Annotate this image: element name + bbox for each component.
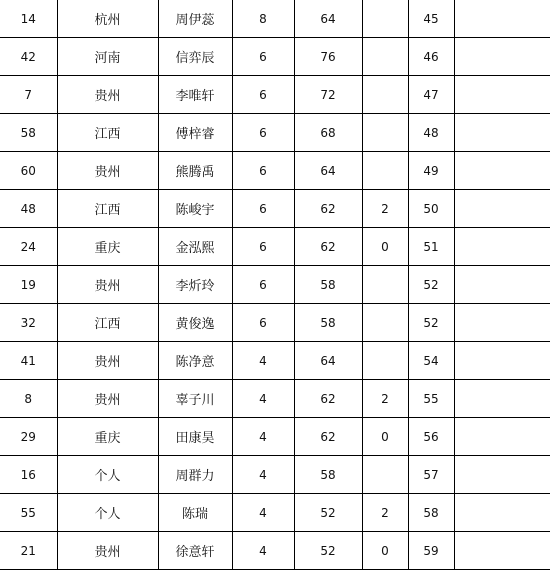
- cell-score-b: 76: [294, 38, 362, 76]
- cell-score-a: 4: [232, 380, 294, 418]
- cell-extra: [362, 304, 408, 342]
- cell-score-b: 64: [294, 342, 362, 380]
- cell-rank: 49: [408, 152, 454, 190]
- table-row: [0, 456, 550, 494]
- cell-tail: [454, 380, 550, 418]
- cell-tail: [454, 494, 550, 532]
- table-row: [0, 76, 550, 114]
- cell-score-a: 6: [232, 76, 294, 114]
- cell-score-a: 4: [232, 418, 294, 456]
- cell-rank: 47: [408, 76, 454, 114]
- cell-rank: 50: [408, 190, 454, 228]
- cell-province: 江西: [57, 114, 158, 152]
- cell-province: 贵州: [57, 266, 158, 304]
- cell-province: 江西: [57, 304, 158, 342]
- cell-province: 河南: [57, 38, 158, 76]
- cell-extra: [362, 76, 408, 114]
- cell-name: 周伊蕊: [158, 0, 232, 38]
- cell-rank: 52: [408, 304, 454, 342]
- cell-extra: [362, 0, 408, 38]
- cell-rank: 55: [408, 380, 454, 418]
- cell-score-a: 6: [232, 190, 294, 228]
- cell-extra: [362, 456, 408, 494]
- cell-name: 陈峻宇: [158, 190, 232, 228]
- cell-id: 16: [0, 456, 57, 494]
- cell-tail: [454, 266, 550, 304]
- cell-id: 48: [0, 190, 57, 228]
- cell-extra: [362, 152, 408, 190]
- cell-score-a: 4: [232, 532, 294, 570]
- cell-province: 重庆: [57, 418, 158, 456]
- cell-province: 江西: [57, 190, 158, 228]
- cell-extra: [362, 114, 408, 152]
- cell-score-b: 58: [294, 304, 362, 342]
- cell-province: 贵州: [57, 342, 158, 380]
- cell-id: 19: [0, 266, 57, 304]
- cell-name: 周群力: [158, 456, 232, 494]
- cell-id: 21: [0, 532, 57, 570]
- table-row: [0, 380, 550, 418]
- cell-extra: [362, 266, 408, 304]
- cell-score-b: 52: [294, 532, 362, 570]
- cell-score-b: 58: [294, 266, 362, 304]
- cell-score-b: 62: [294, 418, 362, 456]
- table-row: [0, 342, 550, 380]
- table-row: [0, 304, 550, 342]
- cell-name: 信弈辰: [158, 38, 232, 76]
- cell-extra: 0: [362, 228, 408, 266]
- cell-rank: 58: [408, 494, 454, 532]
- cell-rank: 46: [408, 38, 454, 76]
- cell-id: 24: [0, 228, 57, 266]
- cell-extra: 0: [362, 532, 408, 570]
- cell-extra: 0: [362, 418, 408, 456]
- cell-tail: [454, 228, 550, 266]
- cell-name: 李炘玲: [158, 266, 232, 304]
- cell-name: 黄俊逸: [158, 304, 232, 342]
- cell-rank: 57: [408, 456, 454, 494]
- cell-province: 个人: [57, 456, 158, 494]
- cell-score-b: 64: [294, 152, 362, 190]
- cell-name: 金泓熙: [158, 228, 232, 266]
- cell-name: 傅梓睿: [158, 114, 232, 152]
- cell-tail: [454, 0, 550, 38]
- table-row: [0, 494, 550, 532]
- cell-score-b: 64: [294, 0, 362, 38]
- table-row: [0, 266, 550, 304]
- cell-rank: 54: [408, 342, 454, 380]
- cell-score-b: 72: [294, 76, 362, 114]
- cell-score-a: 6: [232, 228, 294, 266]
- cell-score-b: 62: [294, 190, 362, 228]
- cell-name: 田康昊: [158, 418, 232, 456]
- cell-score-a: 4: [232, 342, 294, 380]
- cell-score-a: 6: [232, 304, 294, 342]
- cell-name: 熊腾禹: [158, 152, 232, 190]
- cell-score-a: 6: [232, 38, 294, 76]
- cell-rank: 59: [408, 532, 454, 570]
- cell-tail: [454, 418, 550, 456]
- cell-score-b: 68: [294, 114, 362, 152]
- cell-extra: [362, 342, 408, 380]
- cell-id: 32: [0, 304, 57, 342]
- cell-province: 杭州: [57, 0, 158, 38]
- cell-name: 陈净意: [158, 342, 232, 380]
- cell-id: 29: [0, 418, 57, 456]
- table-row: [0, 152, 550, 190]
- cell-score-b: 58: [294, 456, 362, 494]
- cell-extra: 2: [362, 494, 408, 532]
- table-row: [0, 38, 550, 76]
- cell-extra: 2: [362, 380, 408, 418]
- cell-id: 41: [0, 342, 57, 380]
- cell-score-a: 6: [232, 266, 294, 304]
- cell-score-a: 8: [232, 0, 294, 38]
- cell-tail: [454, 456, 550, 494]
- cell-name: 辜子川: [158, 380, 232, 418]
- cell-rank: 51: [408, 228, 454, 266]
- cell-id: 14: [0, 0, 57, 38]
- cell-rank: 52: [408, 266, 454, 304]
- cell-province: 贵州: [57, 76, 158, 114]
- cell-province: 个人: [57, 494, 158, 532]
- table-row: [0, 0, 550, 38]
- table-row: [0, 418, 550, 456]
- cell-id: 58: [0, 114, 57, 152]
- cell-name: 李唯轩: [158, 76, 232, 114]
- cell-name: 陈瑞: [158, 494, 232, 532]
- cell-extra: [362, 38, 408, 76]
- cell-rank: 45: [408, 0, 454, 38]
- table-row: [0, 228, 550, 266]
- cell-id: 7: [0, 76, 57, 114]
- cell-rank: 48: [408, 114, 454, 152]
- cell-id: 42: [0, 38, 57, 76]
- cell-tail: [454, 76, 550, 114]
- cell-province: 贵州: [57, 532, 158, 570]
- cell-tail: [454, 342, 550, 380]
- cell-tail: [454, 304, 550, 342]
- cell-name: 徐意轩: [158, 532, 232, 570]
- cell-id: 60: [0, 152, 57, 190]
- cell-score-a: 4: [232, 456, 294, 494]
- cell-score-b: 62: [294, 228, 362, 266]
- table-row: [0, 532, 550, 570]
- cell-tail: [454, 152, 550, 190]
- cell-score-b: 52: [294, 494, 362, 532]
- cell-score-a: 6: [232, 152, 294, 190]
- cell-score-a: 6: [232, 114, 294, 152]
- cell-score-b: 62: [294, 380, 362, 418]
- cell-rank: 56: [408, 418, 454, 456]
- cell-province: 贵州: [57, 152, 158, 190]
- table-row: [0, 190, 550, 228]
- cell-province: 重庆: [57, 228, 158, 266]
- cell-extra: 2: [362, 190, 408, 228]
- cell-tail: [454, 532, 550, 570]
- cell-tail: [454, 190, 550, 228]
- cell-id: 8: [0, 380, 57, 418]
- cell-province: 贵州: [57, 380, 158, 418]
- cell-score-a: 4: [232, 494, 294, 532]
- cell-tail: [454, 38, 550, 76]
- cell-id: 55: [0, 494, 57, 532]
- table-row: [0, 114, 550, 152]
- cell-tail: [454, 114, 550, 152]
